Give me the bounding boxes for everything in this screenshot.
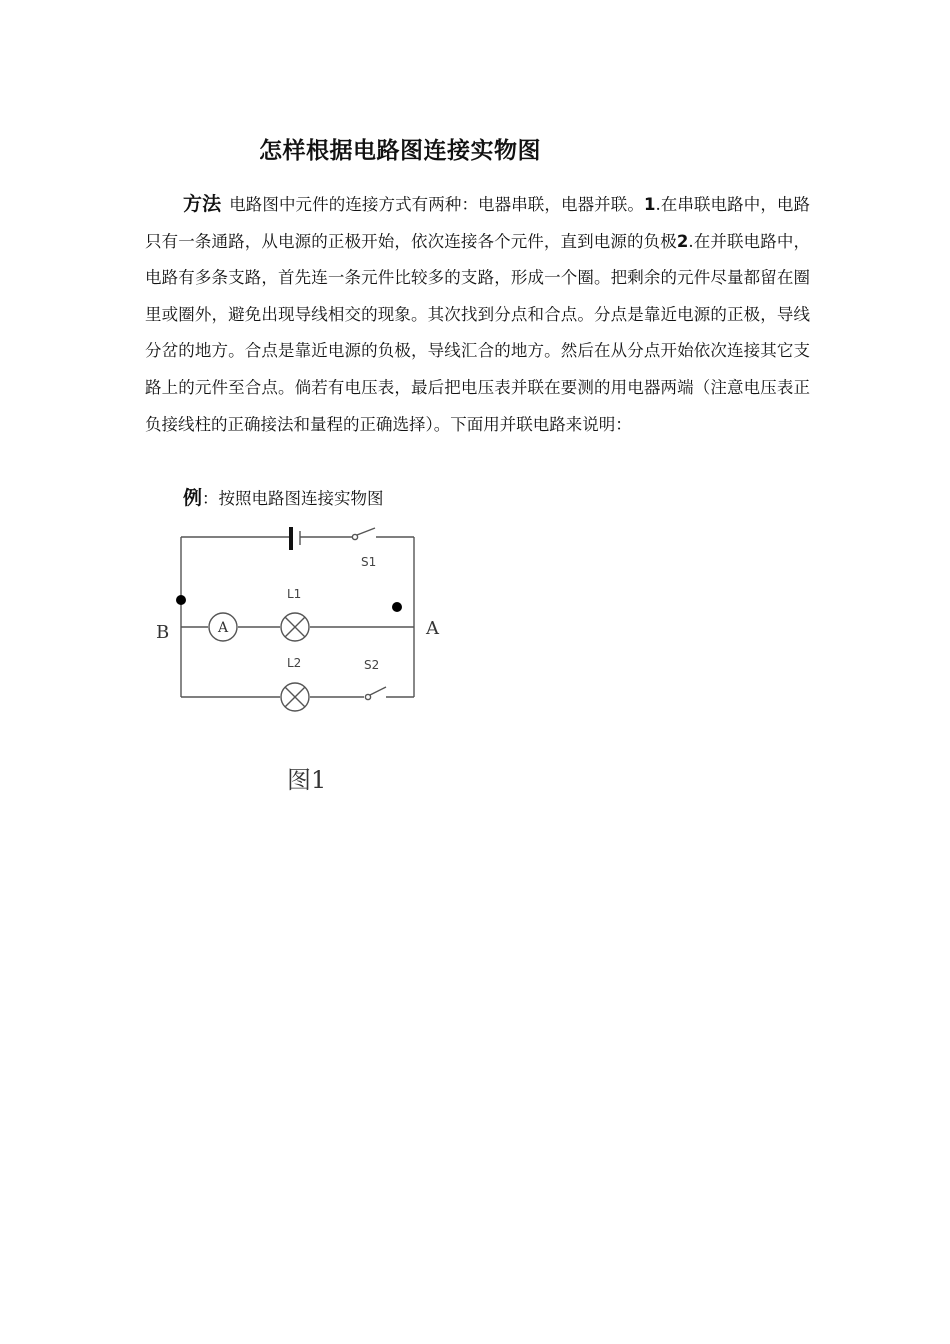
method-text-1: 电路图中元件的连接方式有两种：电器串联，电器并联。 — [229, 195, 644, 214]
lamp-l1-icon — [281, 613, 309, 641]
example-colon: ： — [202, 489, 219, 508]
node-label-a: A — [426, 618, 439, 639]
node-label-b: B — [156, 622, 170, 643]
method-paragraph — [145, 186, 810, 443]
junction-dot-a — [392, 602, 402, 612]
lamp-l2-icon — [281, 683, 309, 711]
battery-icon — [291, 527, 300, 550]
ammeter-label: A — [217, 620, 229, 636]
junction-dot-b — [176, 595, 186, 605]
method-number-2: 2 — [676, 231, 689, 251]
page-title: 怎样根据电路图连接实物图 — [259, 138, 541, 164]
method-text-2: .在串联电路中，电路只有一条通路，从电源的正极开始，依次连接各个元件，直到电源的负极 — [145, 195, 810, 251]
method-text-3: .在并联电路中，电路有多条支路，首先连一条元件比较多的支路，形成一个圈。把剩余的元件尽量都留在圈里或圈外，避免出现导线相交的现象。其次找到分点和合点。分点是靠近电源的正极，导线分岔的地方。合点是靠近电源的负极，导线汇合的地方。然后在从分点开始依次连接其它支路上的元件至合点。倘若有电压表，最后把电压表并联在要测的用电器两端（注意电压表正负接线柱的正确接法和量程的正确选择）。下面用并联电路来说明： — [145, 231, 811, 434]
switch-s1-icon — [352, 528, 375, 540]
figure-caption: 图1 — [287, 766, 327, 794]
ammeter-icon — [209, 613, 237, 641]
example-text: 按照电路图连接实物图 — [218, 489, 384, 508]
example-line — [183, 483, 384, 514]
circuit-diagram — [140, 515, 460, 735]
label-s1: S1 — [361, 555, 377, 569]
label-s2: S2 — [364, 658, 380, 672]
label-l1: L1 — [287, 587, 302, 601]
method-label: 方法 — [183, 193, 222, 215]
label-l2: L2 — [287, 656, 302, 670]
example-label: 例 — [183, 487, 203, 509]
method-number-1: 1 — [643, 195, 656, 214]
switch-s2-icon — [365, 687, 386, 700]
